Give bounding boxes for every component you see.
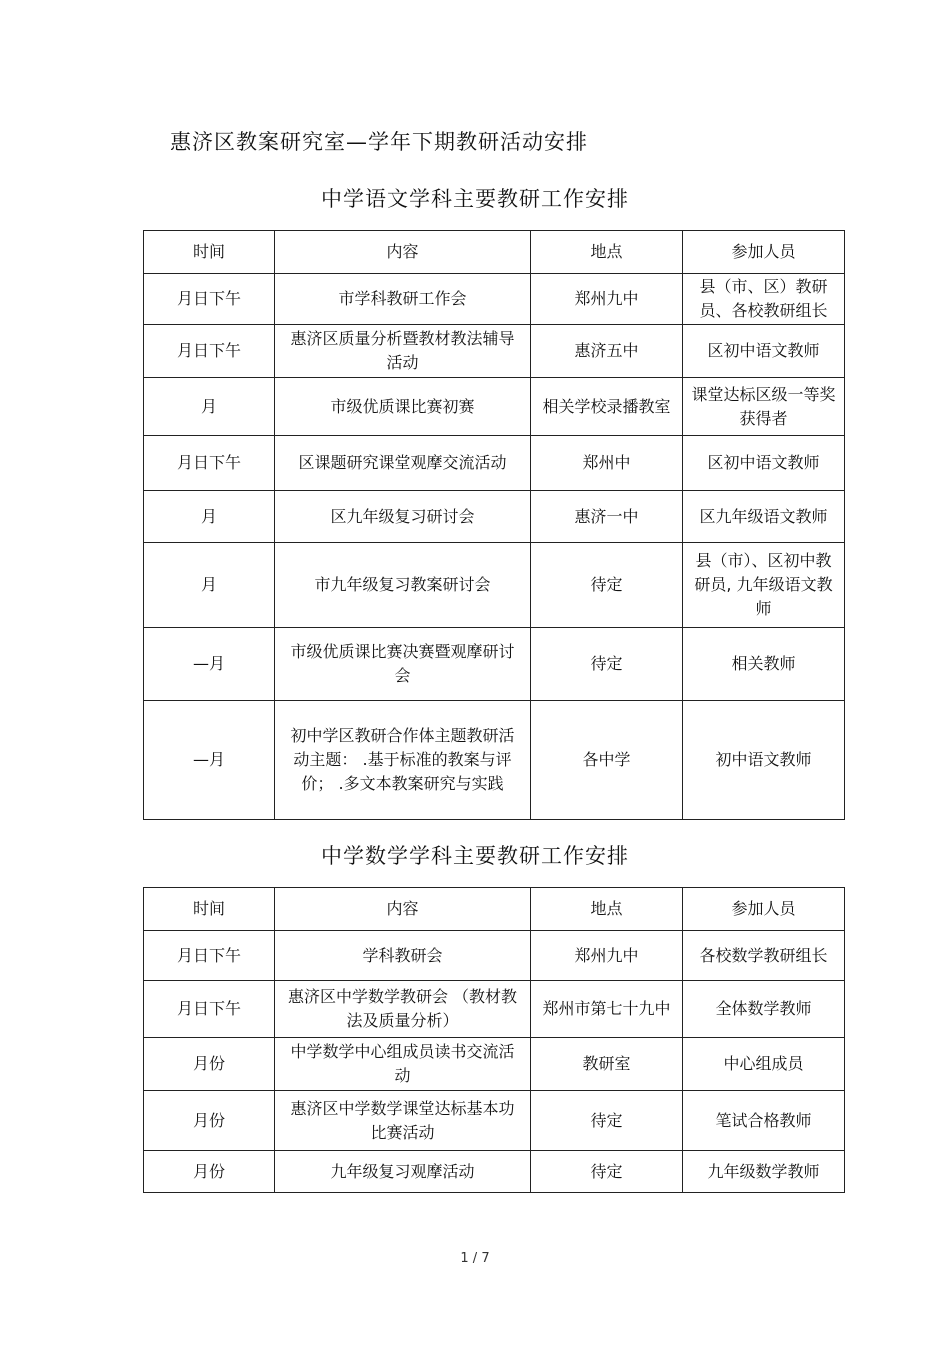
math-schedule-table	[143, 887, 845, 1193]
cell-location: 郑州九中	[531, 931, 683, 981]
header-time: 时间	[144, 231, 275, 274]
header-participants: 参加人员	[683, 231, 845, 274]
cell-participants: 区初中语文教师	[683, 436, 845, 491]
table-row	[144, 1091, 845, 1151]
cell-content: 惠济区质量分析暨教材教法辅导活动	[275, 325, 531, 378]
header-location: 地点	[531, 888, 683, 931]
page-number: 1 / 7	[460, 1251, 490, 1266]
cell-content: 区课题研究课堂观摩交流活动	[275, 436, 531, 491]
cell-content: 市学科教研工作会	[275, 274, 531, 325]
cell-participants: 全体数学教师	[683, 981, 845, 1038]
cell-time: 月	[144, 491, 275, 543]
cell-participants: 九年级数学教师	[683, 1151, 845, 1193]
cell-time: 月份	[144, 1091, 275, 1151]
cell-time: 月	[144, 378, 275, 436]
table-row	[144, 701, 845, 820]
header-location: 地点	[531, 231, 683, 274]
cell-participants: 县（市）、区初中教研员, 九年级语文教师	[683, 543, 845, 628]
cell-participants: 课堂达标区级一等奖获得者	[683, 378, 845, 436]
cell-participants: 县（市、区）教研员、各校教研组长	[683, 274, 845, 325]
table-row	[144, 981, 845, 1038]
cell-location: 郑州九中	[531, 274, 683, 325]
cell-location: 待定	[531, 543, 683, 628]
cell-participants: 初中语文教师	[683, 701, 845, 820]
cell-time: 月	[144, 543, 275, 628]
cell-location: 郑州中	[531, 436, 683, 491]
cell-location: 各中学	[531, 701, 683, 820]
header-content: 内容	[275, 231, 531, 274]
cell-participants: 各校数学教研组长	[683, 931, 845, 981]
cell-time: 月日下午	[144, 325, 275, 378]
document-title: 惠济区教案研究室—学年下期教研活动安排	[170, 130, 588, 154]
cell-location: 惠济五中	[531, 325, 683, 378]
cell-time: 月日下午	[144, 436, 275, 491]
cell-time: —月	[144, 701, 275, 820]
cell-content: 市级优质课比赛初赛	[275, 378, 531, 436]
cell-location: 惠济一中	[531, 491, 683, 543]
cell-participants: 笔试合格教师	[683, 1091, 845, 1151]
table-row	[144, 1038, 845, 1091]
cell-content: 惠济区中学数学课堂达标基本功比赛活动	[275, 1091, 531, 1151]
cell-time: 月日下午	[144, 981, 275, 1038]
math-section-title: 中学数学学科主要教研工作安排	[321, 844, 629, 868]
table-row	[144, 543, 845, 628]
cell-location: 教研室	[531, 1038, 683, 1091]
cell-content: 区九年级复习研讨会	[275, 491, 531, 543]
table-header-row	[144, 231, 845, 274]
cell-content: 市级优质课比赛决赛暨观摩研讨会	[275, 628, 531, 701]
cell-content: 惠济区中学数学教研会 （教材教法及质量分析）	[275, 981, 531, 1038]
cell-time: 月份	[144, 1038, 275, 1091]
table-row	[144, 436, 845, 491]
cell-content: 中学数学中心组成员读书交流活动	[275, 1038, 531, 1091]
cell-location: 待定	[531, 628, 683, 701]
table-row	[144, 325, 845, 378]
cell-time: —月	[144, 628, 275, 701]
table-row	[144, 931, 845, 981]
chinese-section-title: 中学语文学科主要教研工作安排	[321, 187, 629, 211]
cell-location: 待定	[531, 1091, 683, 1151]
cell-participants: 中心组成员	[683, 1038, 845, 1091]
table-row	[144, 628, 845, 701]
header-time: 时间	[144, 888, 275, 931]
table-header-row	[144, 888, 845, 931]
header-content: 内容	[275, 888, 531, 931]
cell-time: 月份	[144, 1151, 275, 1193]
cell-location: 待定	[531, 1151, 683, 1193]
cell-participants: 区九年级语文教师	[683, 491, 845, 543]
cell-time: 月日下午	[144, 931, 275, 981]
cell-content: 市九年级复习教案研讨会	[275, 543, 531, 628]
cell-participants: 相关教师	[683, 628, 845, 701]
cell-content: 初中学区教研合作体主题教研活动主题： .基于标准的教案与评价； .多文本教案研究与实践	[275, 701, 531, 820]
table-row	[144, 378, 845, 436]
cell-content: 学科教研会	[275, 931, 531, 981]
chinese-schedule-table	[143, 230, 845, 820]
cell-content: 九年级复习观摩活动	[275, 1151, 531, 1193]
cell-location: 相关学校录播教室	[531, 378, 683, 436]
cell-participants: 区初中语文教师	[683, 325, 845, 378]
header-participants: 参加人员	[683, 888, 845, 931]
cell-location: 郑州市第七十九中	[531, 981, 683, 1038]
table-row	[144, 274, 845, 325]
cell-time: 月日下午	[144, 274, 275, 325]
table-row	[144, 491, 845, 543]
table-row	[144, 1151, 845, 1193]
